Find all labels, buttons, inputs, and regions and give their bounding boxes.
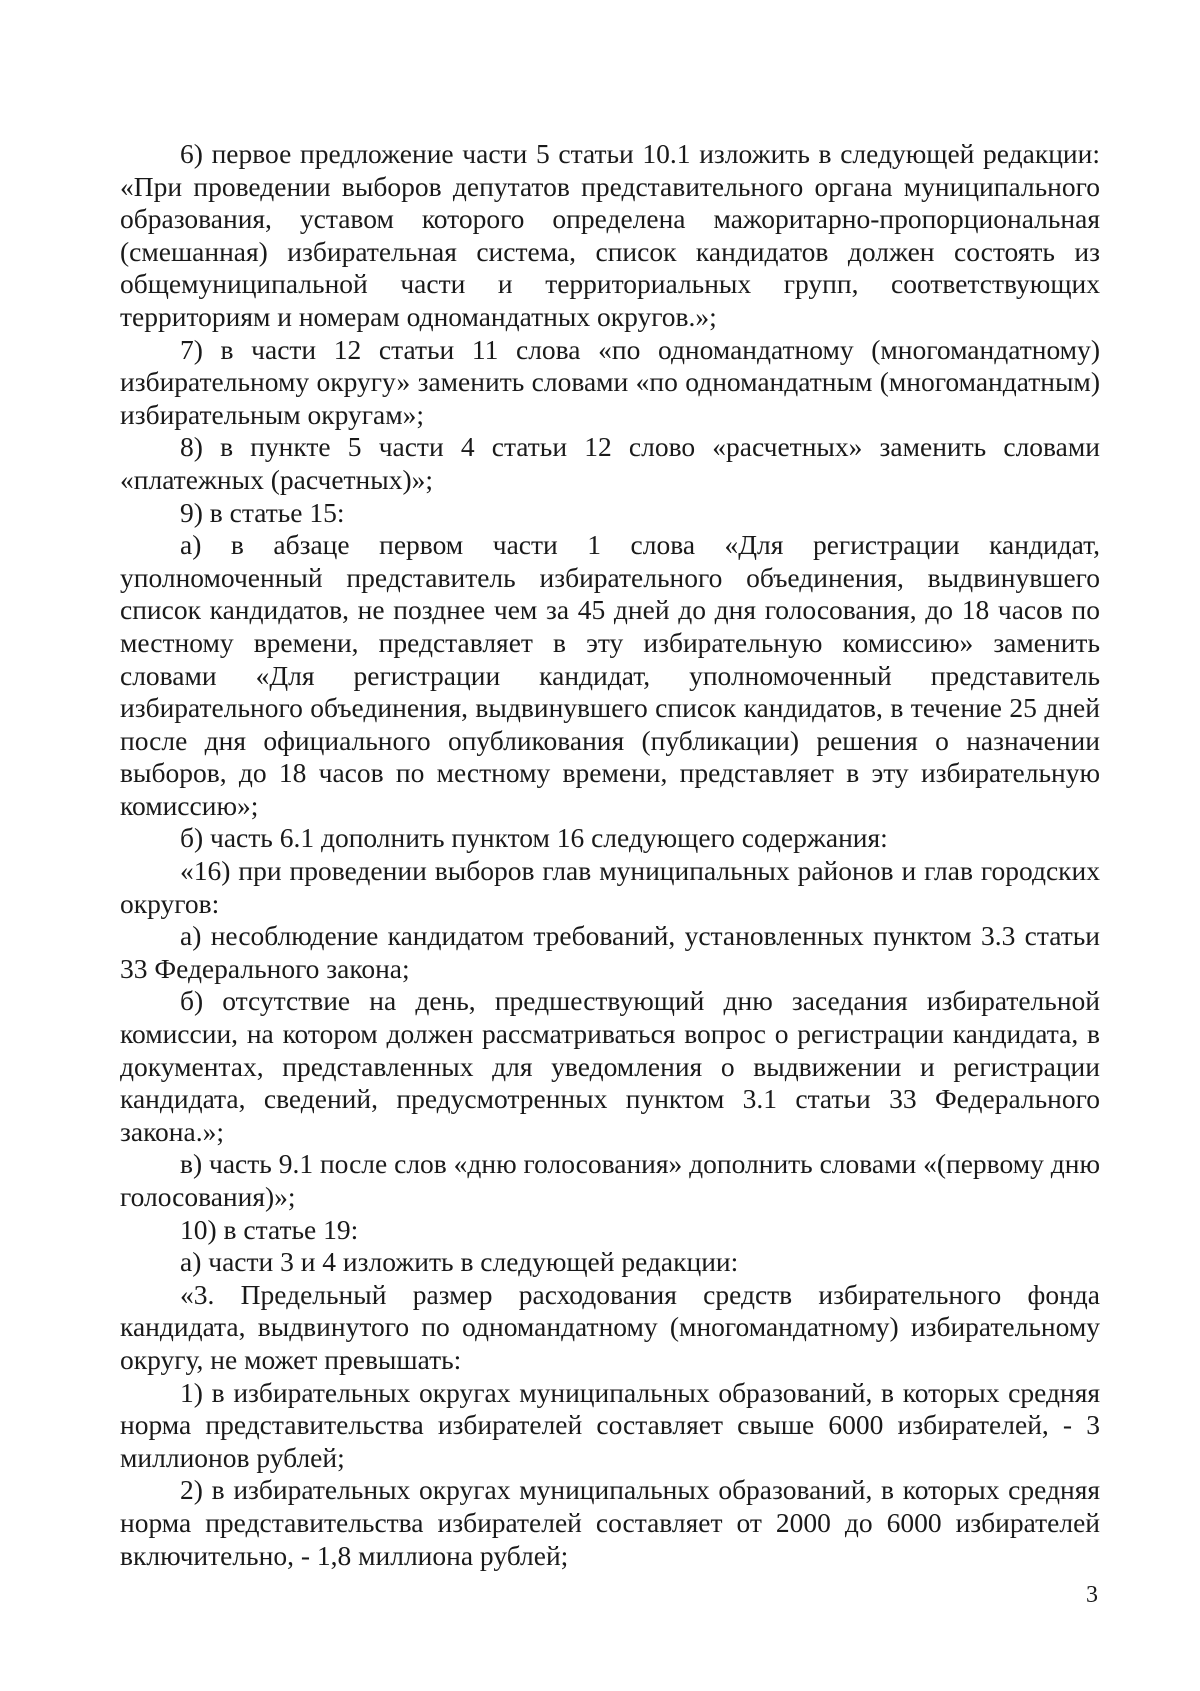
paragraph-quoted-item-16: «16) при проведении выборов глав муниципальных районов и глав городских округов: — [120, 855, 1100, 919]
paragraph-subitem-9a: а) в абзаце первом части 1 слова «Для регистрации кандидат, уполномоченный представитель избирательного объединения, выдвинувшего список кандидатов, не позднее чем за 45 дней до дня голосования, до 18 часов по местному времени, представляет в эту избирательную комиссию» заменить словами «Для регистрации кандидат, уполномоченный представитель избирательного объединения, выдвинувшего список кандидатов, в течение 25 дней после дня официального опубликования (публикации) решения о назначении выборов, до 18 часов по местному времени, представляет в эту избирательную комиссию»; — [120, 529, 1100, 821]
document-body — [120, 138, 1100, 1572]
paragraph-subitem-9b: б) часть 6.1 дополнить пунктом 16 следующего содержания: — [180, 822, 888, 854]
paragraph-quoted-part-3: «3. Предельный размер расходования средств избирательного фонда кандидата, выдвинутого по одномандатному (многомандатному) избирательному округу, не может превышать: — [120, 1278, 1100, 1375]
paragraph-quoted-point-2: 2) в избирательных округах муниципальных образований, в которых средняя норма представительства избирателей составляет от 2000 до 6000 избирателей включительно, - 1,8 миллиона рублей; — [120, 1474, 1100, 1571]
paragraph-subitem-9v: в) часть 9.1 после слов «дню голосования» дополнить словами «(первому дню голосования)»; — [120, 1148, 1100, 1212]
paragraph-item-9: 9) в статье 15: — [180, 496, 345, 528]
paragraph-item-10: 10) в статье 19: — [180, 1213, 359, 1245]
paragraph-item-8: 8) в пункте 5 части 4 статьи 12 слово «расчетных» заменить словами «платежных (расчетных)»; — [120, 431, 1100, 495]
paragraph-item-7: 7) в части 12 статьи 11 слова «по одномандатному (многомандатному) избирательному округу» заменить словами «по одномандатным (многомандатным) избирательным округам»; — [120, 333, 1100, 430]
paragraph-subitem-10a: а) части 3 и 4 изложить в следующей редакции: — [180, 1246, 739, 1278]
paragraph-item-6: 6) первое предложение части 5 статьи 10.1 изложить в следующей редакции: «При проведении выборов депутатов представительного органа муниципального образования, уставом которого определена мажоритарно-пропорциональная (смешанная) избирательная система, список кандидатов должен состоять из общемуниципальной части и территориальных групп, соответствующих территориям и номерам одномандатных округов.»; — [120, 138, 1100, 332]
paragraph-quoted-point-1: 1) в избирательных округах муниципальных образований, в которых средняя норма представительства избирателей составляет свыше 6000 избирателей, - 3 миллионов рублей; — [120, 1376, 1100, 1473]
paragraph-quoted-subitem-a: а) несоблюдение кандидатом требований, установленных пунктом 3.3 статьи 33 Федерального закона; — [120, 920, 1100, 984]
paragraph-quoted-subitem-b: б) отсутствие на день, предшествующий дню заседания избирательной комиссии, на котором должен рассматриваться вопрос о регистрации кандидата, в документах, представленных для уведомления о выдвижении и регистрации кандидата, сведений, предусмотренных пунктом 3.1 статьи 33 Федерального закона.»; — [120, 985, 1100, 1147]
page-number: 3 — [1086, 1582, 1098, 1608]
